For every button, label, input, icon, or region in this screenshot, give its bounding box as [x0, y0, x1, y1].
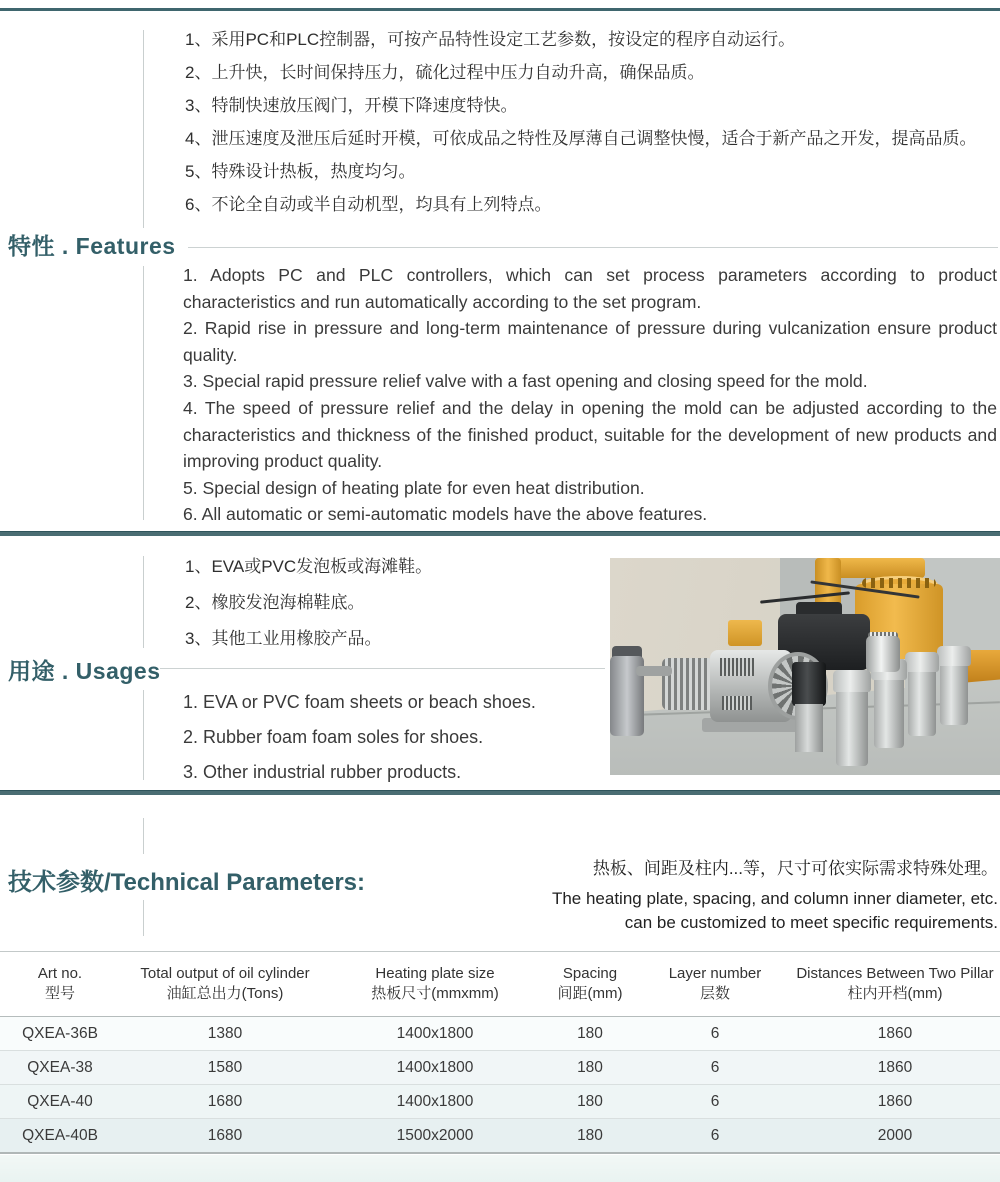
table-cell: 6	[640, 1017, 790, 1051]
usages-heading: 用途 . Usages	[8, 658, 161, 684]
features-en-item: 3. Special rapid pressure relief valve with a fast opening and closing speed for the mold.	[183, 371, 868, 392]
features-en-item: 4. The speed of pressure relief and the delay in opening the mold can be adjusted according to the characteristics and thickness of the finished product, suitable for the development of new products and improving product quality.	[183, 397, 997, 472]
table-cell: 180	[540, 1085, 640, 1119]
photo-accumulator-cap	[905, 652, 939, 672]
table-cell: QXEA-38	[0, 1051, 120, 1085]
section-divider	[0, 531, 1000, 536]
col-cn-label: 油缸总出力(Tons)	[166, 985, 284, 1002]
table-cell: 1680	[120, 1085, 330, 1119]
tech-note	[538, 854, 998, 935]
features-cn-item: 2、上升快，长时间保持压力，硫化过程中压力自动升高，确保品质。	[185, 63, 705, 82]
table-cell: 180	[540, 1017, 640, 1051]
photo-black-filter	[792, 662, 826, 706]
tech-parameters-heading: 技术参数/Technical Parameters:	[8, 869, 366, 896]
table-cell: 1860	[790, 1051, 1000, 1085]
tech-vertical-rule-bottom	[143, 900, 144, 936]
table-cell: 1380	[120, 1017, 330, 1051]
table-cell: 180	[540, 1051, 640, 1085]
parameters-table	[0, 951, 1000, 1154]
features-en-vertical-rule	[143, 266, 144, 520]
tech-note-en-line2: can be customized to meet specific requirements.	[624, 913, 998, 932]
tech-note-en-line1: The heating plate, spacing, and column inner diameter, etc.	[551, 889, 998, 908]
tech-vertical-rule-top	[143, 818, 144, 854]
usages-heading-rule	[160, 668, 605, 669]
usages-en-list	[183, 692, 603, 797]
table-header-cell	[790, 952, 1000, 1017]
usages-cn-list	[185, 552, 605, 660]
table-cell: 1680	[120, 1119, 330, 1154]
features-cn-item: 1、采用PC和PLC控制器，可按产品特性设定工艺参数，按设定的程序自动运行。	[185, 30, 796, 49]
table-row	[0, 1085, 1000, 1119]
photo-accumulator	[836, 680, 868, 766]
top-border-line	[0, 8, 1000, 11]
col-en-label: Art no.	[37, 965, 83, 982]
col-en-label: Distances Between Two Pillar	[796, 965, 994, 982]
table-header-cell	[0, 952, 120, 1017]
features-cn-item: 6、不论全自动或半自动机型，均具有上列特点。	[185, 195, 552, 214]
photo-accumulator	[874, 668, 904, 748]
usages-cn-item: 3、其他工业用橡胶产品。	[185, 629, 382, 648]
features-cn-list	[185, 25, 1000, 223]
table-cell: 2000	[790, 1119, 1000, 1154]
table-cell: 6	[640, 1051, 790, 1085]
usages-cn-item: 1、EVA或PVC发泡板或海滩鞋。	[185, 557, 433, 576]
features-en-item: 2. Rapid rise in pressure and long-term maintenance of pressure during vulcanization ensure product quality.	[183, 318, 997, 365]
features-en-item: 5. Special design of heating plate for even heat distribution.	[183, 477, 645, 498]
table-header-cell	[640, 952, 790, 1017]
features-cn-vertical-rule	[143, 30, 144, 228]
photo-pipe-arm	[636, 666, 672, 676]
table-cell: 1860	[790, 1085, 1000, 1119]
usages-en-item: 3. Other industrial rubber products.	[183, 762, 462, 782]
col-cn-label: 型号	[44, 985, 75, 1002]
table-header-cell	[330, 952, 540, 1017]
table-cell: 1860	[790, 1017, 1000, 1051]
table-row	[0, 1051, 1000, 1085]
parameters-table-wrap	[0, 951, 1000, 1154]
table-row	[0, 1119, 1000, 1154]
table-cell: 1500x2000	[330, 1119, 540, 1154]
col-en-label: Total output of oil cylinder	[140, 965, 310, 982]
table-cell: 1400x1800	[330, 1051, 540, 1085]
features-en-item: 6. All automatic or semi-automatic models have the above features.	[183, 504, 708, 525]
photo-flange-bolts	[862, 578, 936, 588]
features-cn-item: 5、特殊设计热板，热度均匀。	[185, 162, 416, 181]
features-heading: 特性 . Features	[8, 233, 176, 259]
col-cn-label: 柱内开档(mm)	[847, 985, 943, 1002]
col-cn-label: 间距(mm)	[557, 985, 623, 1002]
photo-motor-vent	[720, 658, 754, 676]
photo-chrome-filter	[866, 636, 900, 672]
usages-cn-item: 2、橡胶发泡海棉鞋底。	[185, 593, 365, 612]
features-cn-item: 4、泄压速度及泄压后延时开模，可依成品之特性及厚薄自己调整快慢，适合于新产品之开发，提高品质。	[185, 129, 977, 148]
table-cell: 1580	[120, 1051, 330, 1085]
table-cell: 6	[640, 1119, 790, 1154]
tech-note-cn: 热板、间距及柱内...等，尺寸可依实际需求特殊处理。	[592, 859, 998, 878]
col-en-label: Heating plate size	[375, 965, 495, 982]
features-en-list	[183, 262, 997, 528]
product-photo	[610, 558, 1000, 775]
table-row	[0, 1017, 1000, 1051]
usages-en-item: 2. Rubber foam foam soles for shoes.	[183, 727, 484, 747]
photo-accumulator-cap	[937, 646, 971, 666]
col-en-label: Spacing	[562, 965, 618, 982]
bottom-band	[0, 1155, 1000, 1182]
photo-accumulator-cap	[833, 670, 871, 692]
features-heading-rule	[188, 247, 998, 248]
table-header-cell	[120, 952, 330, 1017]
features-cn-item: 3、特制快速放压阀门，开模下降速度特快。	[185, 96, 518, 115]
table-cell: 1400x1800	[330, 1017, 540, 1051]
features-en-item: 1. Adopts PC and PLC controllers, which can set process parameters according to product characteristics and run automatically according to the set program.	[183, 265, 997, 312]
col-cn-label: 热板尺寸(mmxmm)	[371, 985, 499, 1002]
usages-en-item: 1. EVA or PVC foam sheets or beach shoes.	[183, 692, 536, 712]
table-cell: QXEA-36B	[0, 1017, 120, 1051]
table-cell: 6	[640, 1085, 790, 1119]
table-header-cell	[540, 952, 640, 1017]
table-cell: 180	[540, 1119, 640, 1154]
section-divider	[0, 790, 1000, 795]
photo-motor-vent	[722, 696, 752, 710]
col-en-label: Layer number	[668, 965, 762, 982]
table-cell: QXEA-40B	[0, 1119, 120, 1154]
photo-filter-body	[795, 704, 823, 752]
col-cn-label: 层数	[699, 985, 730, 1002]
usages-cn-vertical-rule	[143, 556, 144, 648]
usages-en-vertical-rule	[143, 690, 144, 780]
table-cell: QXEA-40	[0, 1085, 120, 1119]
photo-yellow-bracket	[728, 620, 762, 646]
table-cell: 1400x1800	[330, 1085, 540, 1119]
table-header	[0, 952, 1000, 1017]
